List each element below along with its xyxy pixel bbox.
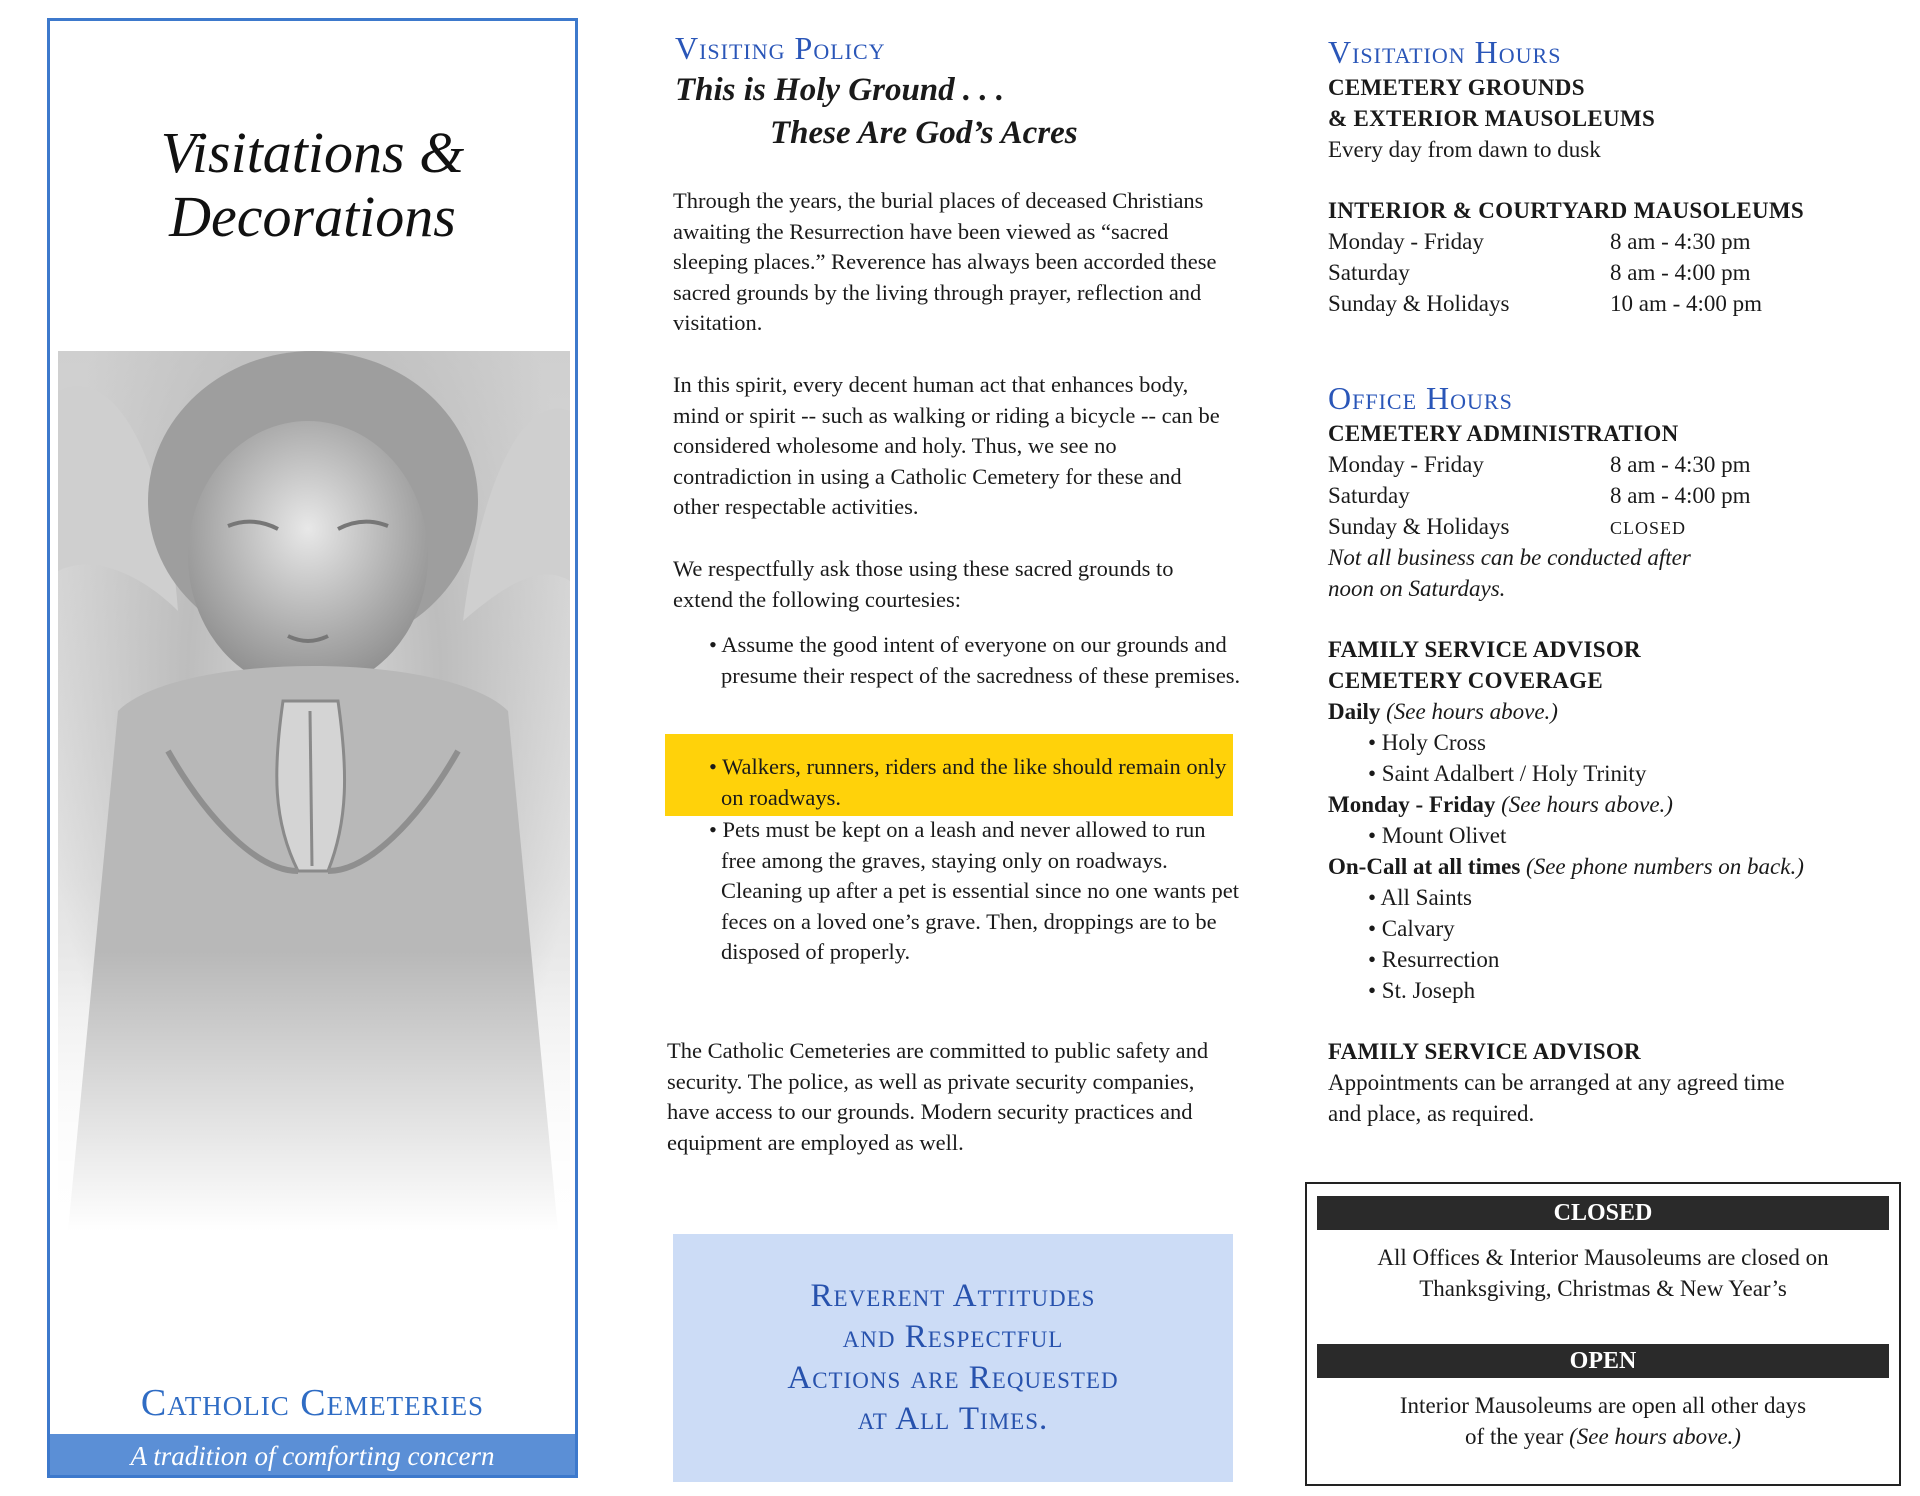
coverage-item: • St. Joseph <box>1368 978 1476 1003</box>
open-text-line2-main: of the year <box>1465 1424 1564 1449</box>
office-day-saturday: Saturday <box>1328 483 1410 508</box>
open-text-line1: Interior Mausoleums are open all other days <box>1399 1393 1807 1418</box>
policy-paragraph-2: In this spirit, every decent human act that enhances body, mind or spirit -- such as walking or riding a bicycle -- can be considered wholesome and holy. Thus, we see no contradiction in using a Catholic Cemetery for these and other respectable activities. <box>673 372 1220 519</box>
interior-time-sunday: 10 am - 4:00 pm <box>1610 291 1763 316</box>
courtesy-bullet-pets: • Pets must be kept on a leash and never allowed to run free among the graves, staying only on roadways. Cleaning up after a pet is essential since no one wants pet feces on a loved one’s grave. Then, droppings are to be disposed of properly. <box>709 817 1239 964</box>
visiting-policy-heading: Visiting Policy <box>675 30 886 66</box>
interior-mausoleums-heading: INTERIOR & COURTYARD MAUSOLEUMS <box>1328 198 1804 223</box>
open-text-line2 <box>1317 1421 1889 1452</box>
coverage-item: • Holy Cross <box>1368 730 1486 755</box>
coverage-item: • Saint Adalbert / Holy Trinity <box>1368 761 1647 786</box>
coverage-item: • Mount Olivet <box>1368 823 1507 848</box>
cover-title <box>50 121 575 249</box>
fsa-coverage-heading-line2: CEMETERY COVERAGE <box>1328 668 1603 693</box>
closed-banner: CLOSED <box>1317 1196 1889 1230</box>
office-time-sunday: CLOSED <box>1610 518 1687 538</box>
coverage-daily-label <box>1328 696 1888 727</box>
interior-time-weekday: 8 am - 4:30 pm <box>1610 229 1751 254</box>
gods-acres-subhead: These Are God’s Acres <box>770 115 1078 151</box>
open-banner: OPEN <box>1317 1344 1889 1378</box>
coverage-item: • All Saints <box>1368 885 1472 910</box>
office-time-saturday: 8 am - 4:00 pm <box>1610 483 1751 508</box>
office-hours-row <box>1328 480 1888 511</box>
weekday-note: (See hours above.) <box>1501 792 1673 817</box>
cover-title-line1: Visitations & <box>160 120 465 185</box>
office-day-sunday: Sunday & Holidays <box>1328 514 1510 539</box>
cover-title-line2: Decorations <box>169 184 456 249</box>
holiday-closure-box <box>1305 1182 1901 1486</box>
policy-paragraph-safety: The Catholic Cemeteries are committed to public safety and security. The police, as well as private security companies, have access to our grounds. Modern security practices and equipment are employed as well. <box>667 1038 1209 1155</box>
reverent-attitudes-box <box>673 1234 1233 1482</box>
saturday-note-line2: noon on Saturdays. <box>1328 576 1506 601</box>
closed-text-line2: Thanksgiving, Christmas & New Year’s <box>1419 1276 1787 1301</box>
office-hours-heading: Office Hours <box>1328 380 1513 416</box>
interior-time-saturday: 8 am - 4:00 pm <box>1610 260 1751 285</box>
oncall-note: (See phone numbers on back.) <box>1526 854 1804 879</box>
interior-hours-row <box>1328 226 1888 257</box>
fsa-appointments-line1: Appointments can be arranged at any agreed time <box>1328 1070 1785 1095</box>
policy-paragraph-1: Through the years, the burial places of deceased Christians awaiting the Resurrection have been viewed as “sacred sleeping places.” Reverence has always been accorded these sacred grounds by the living through prayer, reflection and visitation. <box>673 188 1217 335</box>
open-text-line2-note: (See hours above.) <box>1569 1424 1741 1449</box>
visiting-policy-panel <box>655 0 1245 1496</box>
coverage-item: • Resurrection <box>1368 947 1500 972</box>
reverent-line-4: at All Times. <box>857 1401 1049 1437</box>
policy-paragraph-3: We respectfully ask those using these sacred grounds to extend the following courtesies: <box>673 556 1174 612</box>
tagline-bar <box>50 1434 575 1478</box>
daily-label: Daily <box>1328 699 1381 724</box>
office-hours-row <box>1328 449 1888 480</box>
courtesy-bullet-roadways: • Walkers, runners, riders and the like should remain only on roadways. <box>709 754 1227 810</box>
daily-note: (See hours above.) <box>1386 699 1558 724</box>
interior-day-saturday: Saturday <box>1328 260 1410 285</box>
grounds-hours: Every day from dawn to dusk <box>1328 137 1601 162</box>
grounds-heading-line2: & EXTERIOR MAUSOLEUMS <box>1328 106 1656 131</box>
coverage-weekday-label <box>1328 789 1888 820</box>
office-hours-row <box>1328 511 1888 544</box>
reverent-line-3: Actions are Requested <box>787 1360 1119 1396</box>
fsa-coverage-heading-line1: FAMILY SERVICE ADVISOR <box>1328 637 1641 662</box>
fsa-appointments-line2: and place, as required. <box>1328 1101 1535 1126</box>
organization-name: Catholic Cemeteries <box>140 1382 485 1424</box>
praying-angel-image <box>58 351 570 1231</box>
visitation-hours-heading: Visitation Hours <box>1328 34 1562 70</box>
office-time-weekday: 8 am - 4:30 pm <box>1610 452 1751 477</box>
coverage-oncall-label <box>1328 851 1888 882</box>
closed-text-line1: All Offices & Interior Mausoleums are closed on <box>1377 1245 1829 1270</box>
oncall-label: On-Call at all times <box>1328 854 1521 879</box>
weekday-label: Monday - Friday <box>1328 792 1496 817</box>
saturday-note-line1: Not all business can be conducted after <box>1328 545 1691 570</box>
angel-statue-illustration <box>58 351 570 1231</box>
cover-frame <box>47 18 578 1478</box>
office-day-weekday: Monday - Friday <box>1328 452 1484 477</box>
reverent-attitudes-text <box>787 1276 1118 1440</box>
interior-day-sunday: Sunday & Holidays <box>1328 291 1510 316</box>
interior-hours-row <box>1328 257 1888 288</box>
grounds-heading-line1: CEMETERY GROUNDS <box>1328 75 1585 100</box>
tagline-text: A tradition of comforting concern <box>130 1441 495 1471</box>
coverage-item: • Calvary <box>1368 916 1455 941</box>
courtesy-bullet-intent: • Assume the good intent of everyone on our grounds and presume their respect of the sacredness of these premises. <box>709 632 1241 688</box>
cemetery-administration-heading: CEMETERY ADMINISTRATION <box>1328 421 1679 446</box>
holy-ground-subhead: This is Holy Ground . . . <box>675 72 1005 108</box>
cover-panel <box>0 0 640 1496</box>
fsa-appointments-heading: FAMILY SERVICE ADVISOR <box>1328 1039 1641 1064</box>
interior-day-weekday: Monday - Friday <box>1328 229 1484 254</box>
interior-hours-row <box>1328 288 1888 319</box>
reverent-line-1: Reverent Attitudes <box>810 1278 1096 1314</box>
reverent-line-2: and Respectful <box>842 1319 1064 1355</box>
